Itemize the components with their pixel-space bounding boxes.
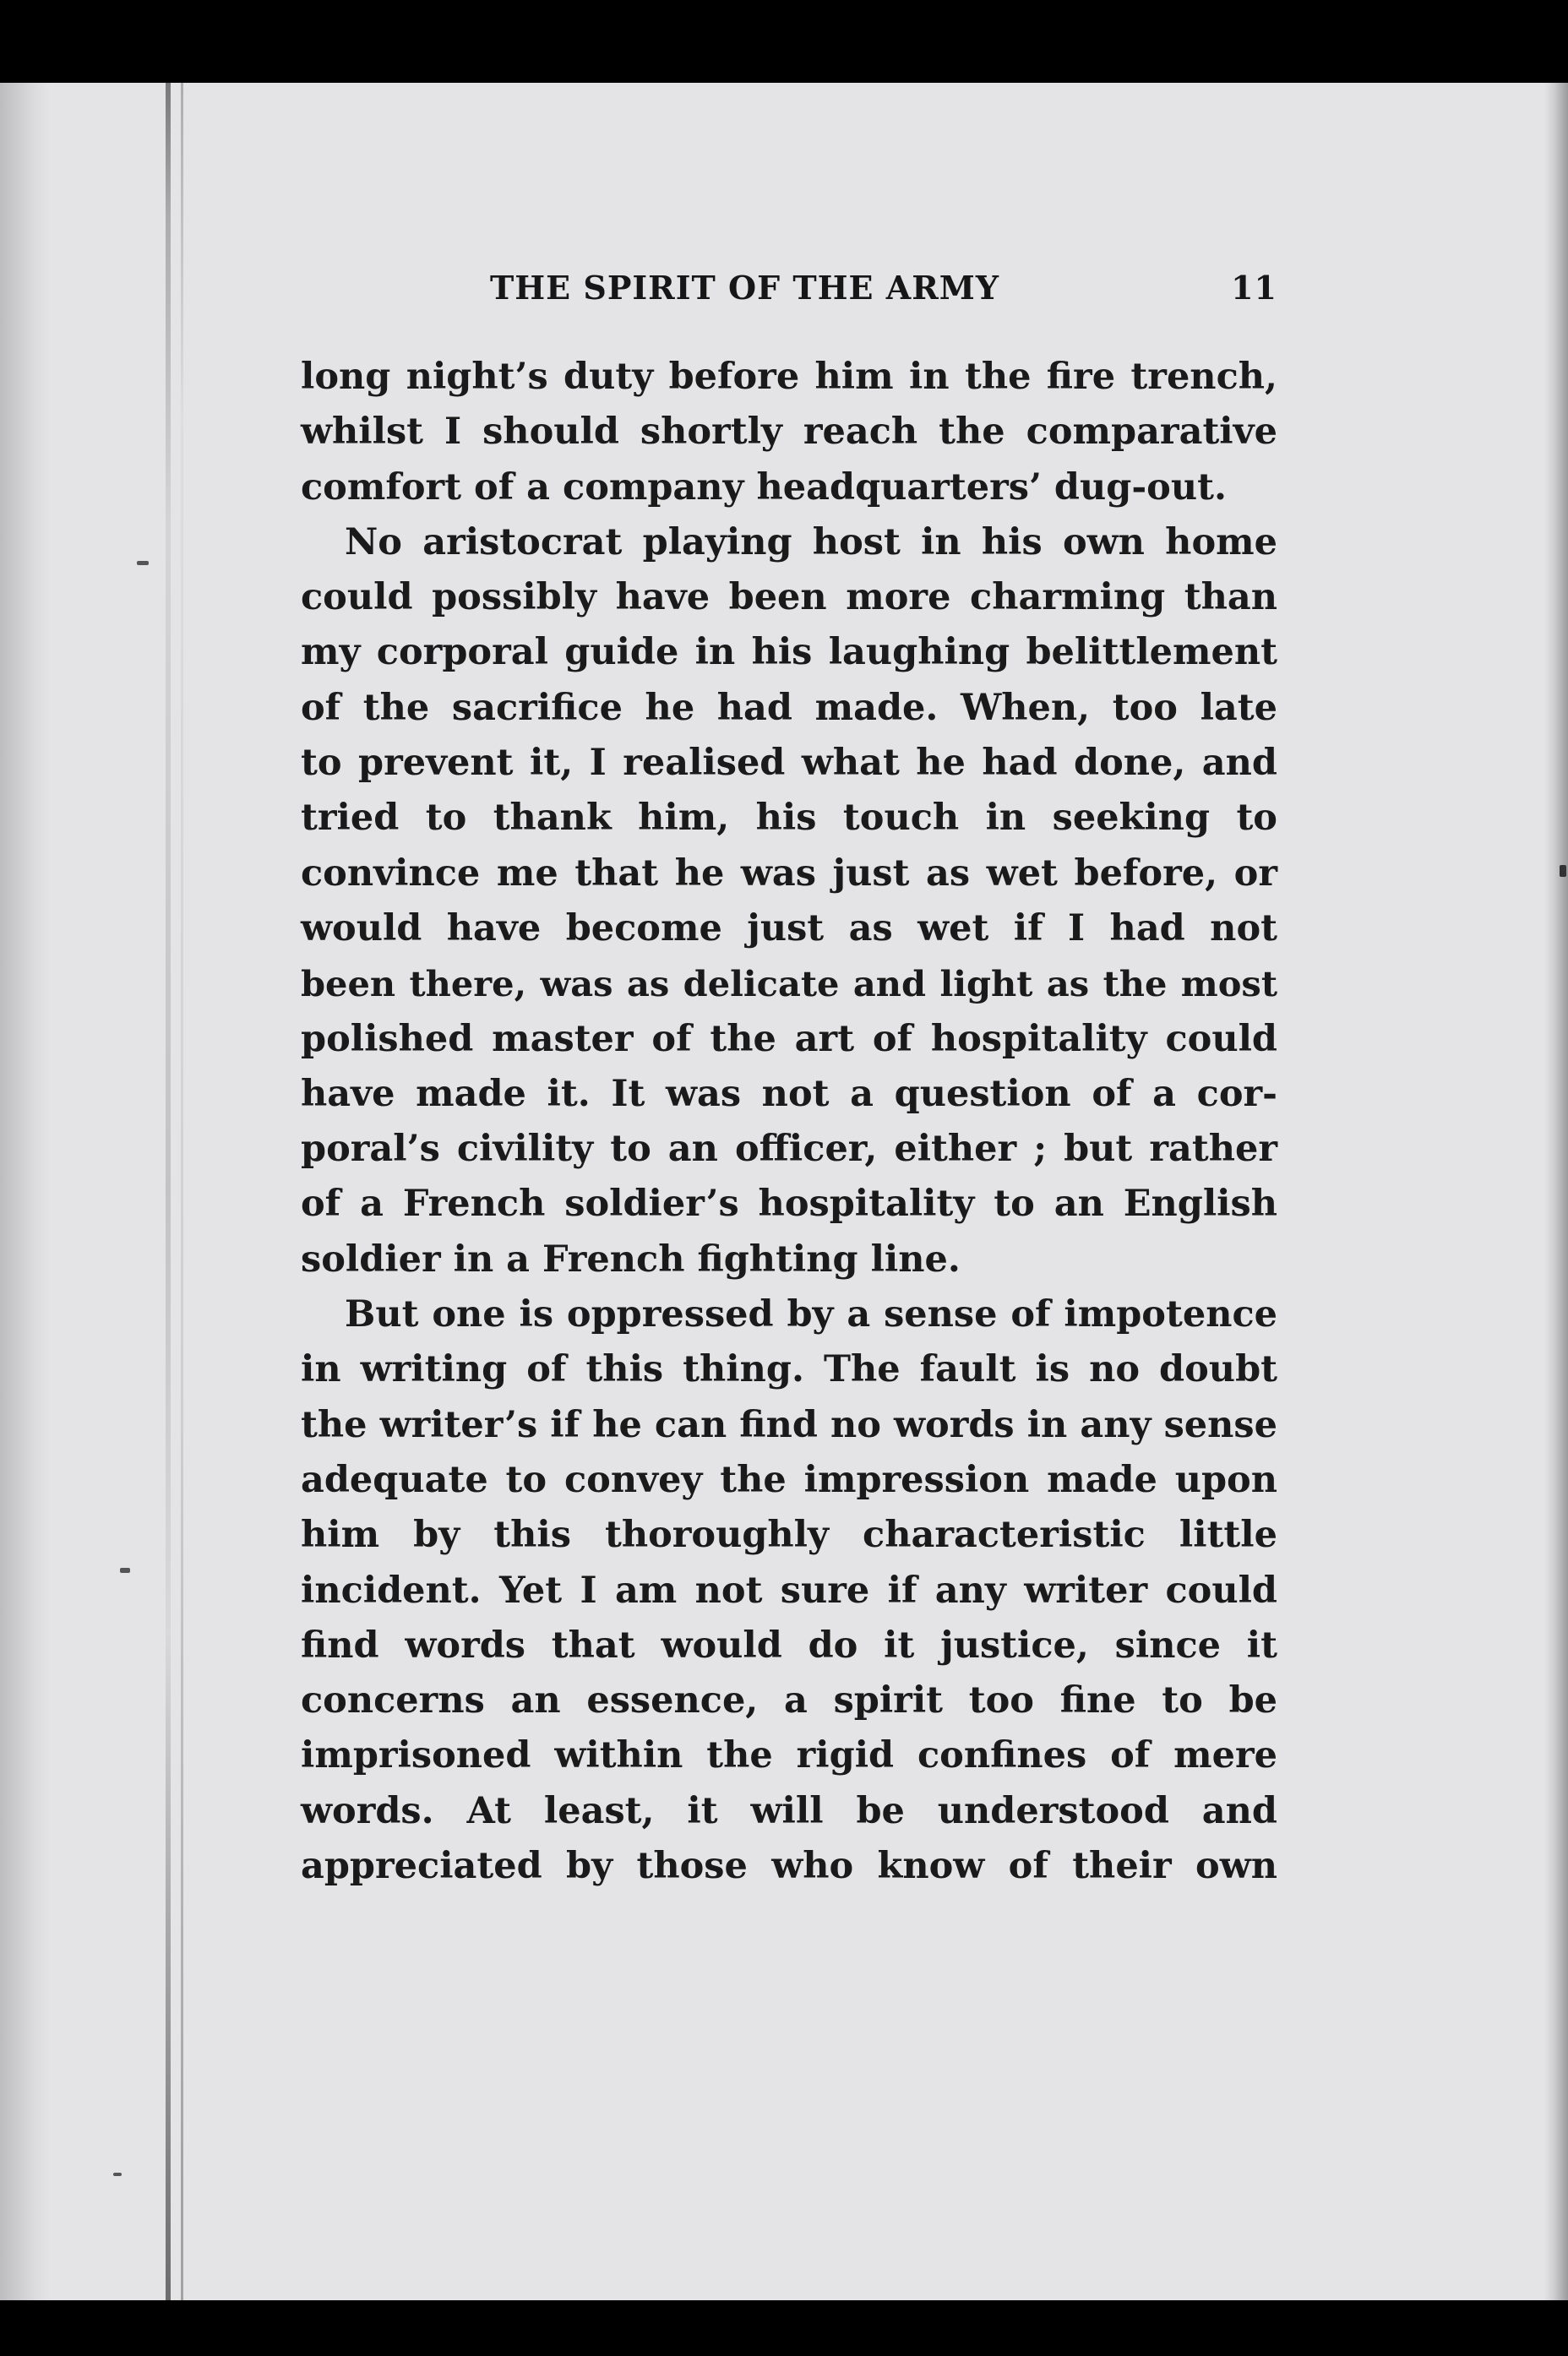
scan-border-top <box>0 0 1568 83</box>
text-line: polished master of the art of hospitality could <box>301 1017 1277 1060</box>
scan-speck <box>137 561 149 565</box>
text-line: have made it. It was not a question of a cor- <box>301 1072 1277 1115</box>
scan-speck <box>113 2173 122 2176</box>
text-line: him by this thoroughly characteristic little <box>301 1514 1277 1557</box>
text-line: long night’s duty before him in the fire trench, <box>301 356 1277 398</box>
running-head-title: THE SPIRIT OF THE ARMY <box>490 269 999 307</box>
body-text <box>301 350 1277 1894</box>
scan-border-bottom <box>0 2300 1568 2356</box>
binding-edge <box>166 83 171 2300</box>
text-line: appreciated by those who know of their own <box>301 1845 1277 1888</box>
paragraph-first-line: No aristocrat playing host in his own home <box>345 520 1277 563</box>
text-line: of the sacrifice he had made. When, too late <box>301 686 1277 729</box>
binding-edge-secondary <box>181 83 183 2300</box>
page-number: 11 <box>1231 269 1277 307</box>
text-line: comfort of a company headquarters’ dug-out. <box>301 465 1227 509</box>
paragraph-first-line: But one is oppressed by a sense of impotence <box>345 1293 1277 1336</box>
text-line: words. At least, it will be understood and <box>301 1789 1277 1832</box>
text-line: find words that would do it justice, since it <box>301 1624 1277 1667</box>
scan-speck <box>120 1568 130 1573</box>
running-head <box>301 269 1277 319</box>
scan-speck <box>1560 865 1566 877</box>
text-line: convince me that he was just as wet before, or <box>301 852 1277 895</box>
text-line: in writing of this thing. The fault is no doubt <box>301 1348 1277 1391</box>
text-line: incident. Yet I am not sure if any writer could <box>301 1569 1277 1612</box>
page-right-edge <box>1544 83 1568 2300</box>
text-line: whilst I should shortly reach the comparative <box>301 411 1277 454</box>
text-line: to prevent it, I realised what he had done, and <box>301 742 1277 785</box>
text-line: concerns an essence, a spirit too fine to be <box>301 1679 1277 1722</box>
text-line: could possibly have been more charming than <box>301 576 1277 619</box>
text-line: would have become just as wet if I had not <box>301 906 1277 949</box>
text-line: been there, was as delicate and light as the most <box>301 963 1277 1005</box>
text-line: my corporal guide in his laughing belittlement <box>301 631 1277 674</box>
text-line: imprisoned within the rigid confines of mere <box>301 1734 1277 1777</box>
text-line: adequate to convey the impression made upon <box>301 1458 1277 1501</box>
text-line: tried to thank him, his touch in seeking to <box>301 797 1277 840</box>
text-line: the writer’s if he can find no words in any sense <box>301 1403 1277 1446</box>
text-line: soldier in a French fighting line. <box>301 1238 961 1281</box>
page-gutter-shadow <box>0 83 51 2300</box>
text-line: poral’s civility to an officer, either ; but rather <box>301 1128 1277 1171</box>
text-line: of a French soldier’s hospitality to an English <box>301 1183 1277 1226</box>
